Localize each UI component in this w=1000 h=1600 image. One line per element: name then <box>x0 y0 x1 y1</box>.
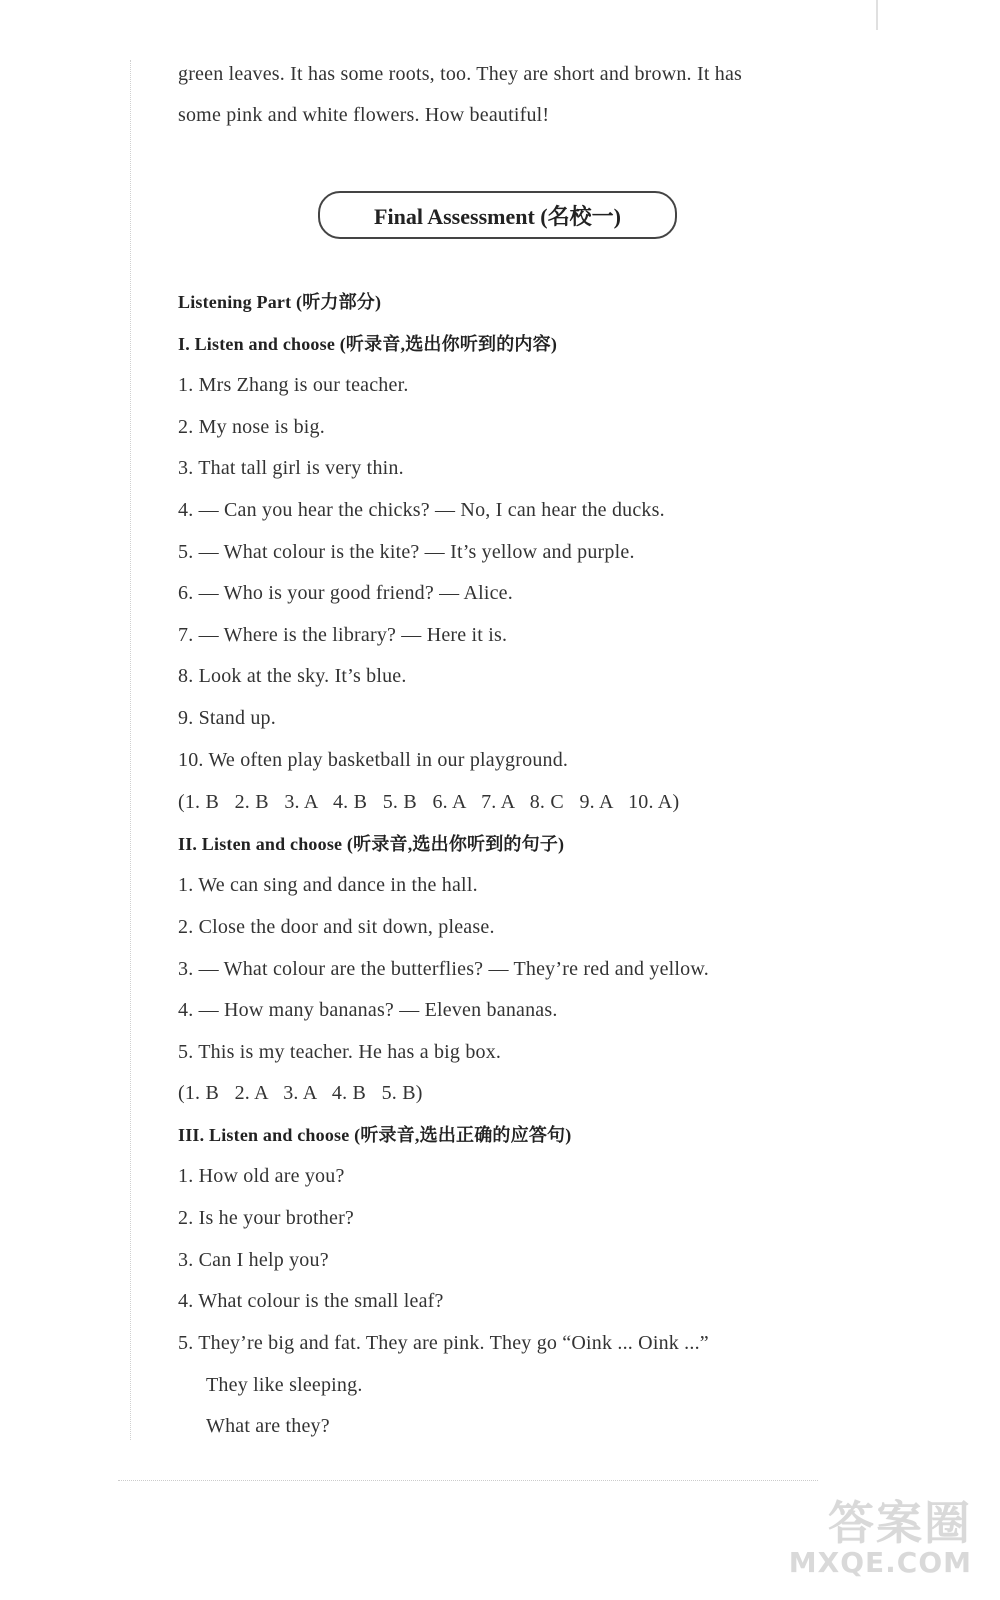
watermark-url: MXQE.COM <box>788 1546 972 1579</box>
section-1-item: 1. Mrs Zhang is our teacher. <box>178 374 409 396</box>
section-3-heading: III. Listen and choose (听录音,选出正确的应答句) <box>178 1125 572 1145</box>
section-3-item-continuation: What are they? <box>206 1415 330 1437</box>
section-2-heading: II. Listen and choose (听录音,选出你听到的句子) <box>178 834 565 854</box>
margin-rule <box>130 60 131 1440</box>
listening-part-heading: Listening Part (听力部分) <box>178 292 382 312</box>
footer-rule <box>118 1480 818 1481</box>
section-1-item: 9. Stand up. <box>178 707 276 729</box>
intro-line-2: some pink and white flowers. How beautiful! <box>178 104 550 126</box>
section-3-item: 3. Can I help you? <box>178 1249 329 1271</box>
section-3-item: 2. Is he your brother? <box>178 1207 355 1229</box>
section-2-item: 3. — What colour are the butterflies? — They’re red and yellow. <box>178 958 709 980</box>
section-1-heading: I. Listen and choose (听录音,选出你听到的内容) <box>178 334 558 354</box>
section-3-item: 4. What colour is the small leaf? <box>178 1290 444 1312</box>
section-3-item: 5. They’re big and fat. They are pink. They go “Oink ... Oink ...” <box>178 1332 709 1354</box>
section-1-answers: (1. B 2. B 3. A 4. B 5. B 6. A 7. A 8. C 9. A 10. A) <box>178 791 680 813</box>
section-1-item: 3. That tall girl is very thin. <box>178 457 404 479</box>
section-1-item: 7. — Where is the library? — Here it is. <box>178 624 508 646</box>
section-2-item: 2. Close the door and sit down, please. <box>178 916 495 938</box>
page-edge-mark <box>876 0 878 30</box>
section-1-item: 4. — Can you hear the chicks? — No, I can hear the ducks. <box>178 499 665 521</box>
section-3-item: 1. How old are you? <box>178 1165 345 1187</box>
section-1-item: 10. We often play basketball in our playground. <box>178 749 569 771</box>
section-2-item: 1. We can sing and dance in the hall. <box>178 874 478 896</box>
watermark <box>789 1498 972 1578</box>
section-2-item: 4. — How many bananas? — Eleven bananas. <box>178 999 558 1021</box>
section-title <box>318 191 677 239</box>
section-2-item: 5. This is my teacher. He has a big box. <box>178 1041 502 1063</box>
section-1-item: 6. — Who is your good friend? — Alice. <box>178 582 513 604</box>
watermark-logo: 答案圈 <box>828 1496 972 1550</box>
intro-line-1: green leaves. It has some roots, too. They are short and brown. It has <box>178 63 743 85</box>
section-1-item: 5. — What colour is the kite? — It’s yellow and purple. <box>178 541 635 563</box>
section-1-item: 2. My nose is big. <box>178 416 325 438</box>
section-2-answers: (1. B 2. A 3. A 4. B 5. B) <box>178 1082 423 1104</box>
section-1-item: 8. Look at the sky. It’s blue. <box>178 665 407 687</box>
section-title-text: Final Assessment (名校一) <box>374 203 621 229</box>
section-3-item-continuation: They like sleeping. <box>206 1374 363 1396</box>
